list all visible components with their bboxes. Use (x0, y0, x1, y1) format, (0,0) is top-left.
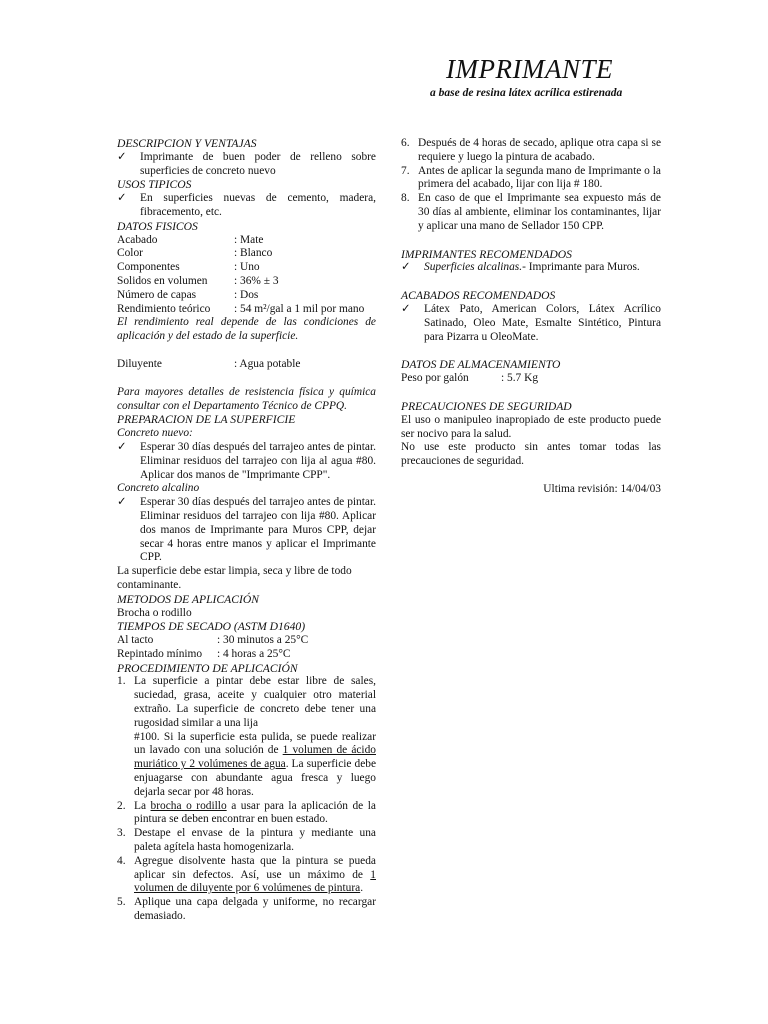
list-item (401, 303, 661, 344)
precaucion-text: No use este producto sin antes tomar todas las precauciones de seguridad. (401, 441, 661, 468)
revision-date: Ultima revisión: 14/04/03 (543, 482, 661, 495)
precaucion-text: El uso o manipuleo inapropiado de este producto puede ser nocivo para la salud. (401, 413, 661, 440)
heading-imprimantes: IMPRIMANTES RECOMENDADOS (401, 247, 572, 261)
item-text-italic: Superficies alcalinas. (424, 261, 523, 274)
item-number: 2. (117, 799, 126, 812)
item-text: Esperar 30 días después del tarrajeo antes de pintar. Eliminar residuos del tarrajeo con lija al agua #80. Aplicar dos manos de "Imprimante CPP". (140, 440, 376, 481)
list-item (117, 192, 376, 220)
data-row (117, 247, 376, 261)
item-number: 8. (401, 192, 410, 205)
item-text: Aplique una capa delgada y uniforme, no recargar demasiado. (134, 896, 376, 923)
heading-precauciones: PRECAUCIONES DE SEGURIDAD (401, 399, 572, 413)
list-item (401, 192, 661, 233)
heading-datos-fisicos: DATOS FISICOS (117, 219, 198, 233)
data-key: Color (117, 247, 143, 260)
spacer (401, 234, 661, 248)
data-key: Diluyente (117, 357, 162, 370)
spacer (401, 275, 661, 289)
item-number: 4. (117, 854, 126, 867)
data-value: : 4 horas a 25°C (217, 647, 291, 660)
item-text: - Imprimante para Muros. (522, 261, 640, 274)
spacer (117, 344, 376, 358)
text-run: La (134, 799, 151, 812)
data-key: Al tacto (117, 634, 154, 647)
item-number: 5. (117, 896, 126, 909)
rendimiento-note: El rendimiento real depende de las condiciones de aplicación y del estado de la superficie. (117, 316, 376, 343)
data-key: Rendimiento teórico (117, 302, 211, 315)
item-text: Imprimante de buen poder de relleno sobre superficies de concreto nuevo (140, 150, 376, 177)
item-text: Destape el envase de la pintura y mediante una paleta agítela hasta homogenizarla. (134, 827, 376, 854)
right-column (401, 137, 661, 497)
data-value: : Blanco (234, 247, 273, 260)
data-value: : 5.7 Kg (501, 372, 539, 385)
heading-procedimiento: PROCEDIMIENTO DE APLICACIÓN (117, 661, 298, 675)
list-item (117, 896, 376, 924)
heading-preparacion: PREPARACION DE LA SUPERFICIE (117, 413, 296, 427)
data-row (117, 289, 376, 303)
data-key: Número de capas (117, 288, 197, 301)
item-text: Látex Pato, American Colors, Látex Acrílico Satinado, Oleo Mate, Esmalte Sintético, Pintura para Pizarra u OleoMate. (424, 302, 661, 343)
item-text: Esperar 30 días después del tarrajeo antes de pintar. Eliminar residuos del tarrajeo con lija #80. Aplicar dos manos de Imprimante para Muros CPP, dejar secar 4 horas entre manos y aplicar el Imprimante CPP. (140, 496, 376, 564)
text-run: Agregue disolvente hasta que la pintura se pueda aplicar sin defectos. Así, use un máximo de (134, 854, 376, 881)
data-value: : 30 minutos a 25°C (217, 634, 309, 647)
detalles-note: Para mayores detalles de resistencia física y química consultar con el Departamento Técnico de CPPQ. (117, 385, 376, 412)
heading-almacenamiento: DATOS DE ALMACENAMIENTO (401, 358, 561, 372)
list-item (401, 261, 661, 275)
heading-tiempos: TIEMPOS DE SECADO (ASTM D1640) (117, 620, 306, 634)
item-number: 1. (117, 675, 126, 688)
data-key: Solidos en volumen (117, 274, 208, 287)
list-item (117, 441, 376, 482)
data-row (117, 275, 376, 289)
spacer (401, 344, 661, 358)
item-number: 7. (401, 164, 410, 177)
list-item (117, 827, 376, 855)
data-row (117, 234, 376, 248)
spacer (117, 372, 376, 386)
data-row (117, 634, 376, 648)
text-run: a usar para la aplicación de la pintura se deben encontrar en buen estado. (134, 799, 376, 826)
check-icon: ✓ (117, 440, 127, 453)
check-icon: ✓ (117, 192, 127, 205)
heading-usos: USOS TIPICOS (117, 178, 192, 192)
underlined-text: 1 volumen de diluyente por 6 volúmenes de pintura (134, 868, 376, 895)
data-row (117, 303, 376, 317)
data-value: : 54 m²/gal a 1 mil por mano (234, 302, 365, 315)
check-icon: ✓ (117, 496, 127, 509)
heading-acabados: ACABADOS RECOMENDADOS (401, 289, 556, 303)
data-value: : Dos (234, 288, 259, 301)
item-text: En superficies nuevas de cemento, madera, fibracemento, etc. (140, 192, 376, 218)
data-key: Repintado mínimo (117, 647, 203, 660)
check-icon: ✓ (401, 302, 411, 315)
underlined-text: 1 volumen de ácido muriático y 2 volúmenes de agua (134, 744, 376, 771)
item-text-cont (134, 731, 376, 800)
list-item (117, 800, 376, 828)
item-text: En caso de que el Imprimante sea expuesto más de 30 días al ambiente, eliminar los contaminantes, lijar y aplicar una mano de Sellador 150 CPP. (418, 192, 661, 232)
list-item (401, 165, 661, 193)
list-item (117, 855, 376, 896)
data-value: : 36% ± 3 (234, 274, 279, 287)
data-value: : Uno (234, 261, 260, 274)
document-title: IMPRIMANTE (446, 54, 613, 84)
data-row (117, 358, 376, 372)
heading-descripcion: DESCRIPCION Y VENTAJAS (117, 137, 257, 150)
data-key: Acabado (117, 233, 158, 246)
data-key: Peso por galón (401, 372, 469, 385)
spacer (401, 469, 661, 483)
superficie-text: La superficie debe estar limpia, seca y libre de todo contaminante. (117, 565, 352, 591)
list-item (117, 151, 376, 179)
data-value: : Agua potable (234, 357, 301, 370)
item-text: La superficie a pintar debe estar libre de sales, suciedad, grasa, aceite y cualquier otro material extraño. La superficie de concreto debe tener una rugosidad similar a una lija (134, 675, 376, 729)
document-subtitle: a base de resina látex acrílica estirenada (430, 87, 623, 99)
check-icon: ✓ (401, 261, 411, 274)
subheading-concreto-alcalino: Concreto alcalino (117, 482, 200, 495)
check-icon: ✓ (117, 150, 127, 163)
list-item (117, 675, 376, 799)
list-item (117, 496, 376, 565)
subheading-concreto-nuevo: Concreto nuevo: (117, 427, 193, 440)
data-row (117, 261, 376, 275)
metodos-text: Brocha o rodillo (117, 606, 192, 619)
item-text: Después de 4 horas de secado, aplique otra capa si se requiere y luego la pintura de acabado. (418, 137, 661, 163)
text-run: . (360, 882, 364, 895)
data-row (117, 648, 376, 662)
data-key: Componentes (117, 261, 180, 274)
text-run: #100. Si la superficie esta pulida, se puede realizar un lavado con una solución de (134, 730, 376, 757)
data-value: : Mate (234, 233, 264, 246)
data-row (401, 372, 661, 386)
heading-metodos: METODOS DE APLICACIÓN (117, 592, 259, 606)
item-number: 6. (401, 137, 410, 149)
text-run: . La superficie debe enjuagarse con abundante agua fresca y luego dejarla secar por 48 horas. (134, 758, 377, 798)
left-column (117, 137, 376, 924)
list-item (401, 137, 661, 165)
item-number: 3. (117, 827, 126, 840)
item-text: Antes de aplicar la segunda mano de Imprimante o la primera del acabado, lijar con lija # 180. (418, 164, 661, 191)
spacer (401, 386, 661, 400)
underlined-text: brocha o rodillo (150, 799, 227, 812)
